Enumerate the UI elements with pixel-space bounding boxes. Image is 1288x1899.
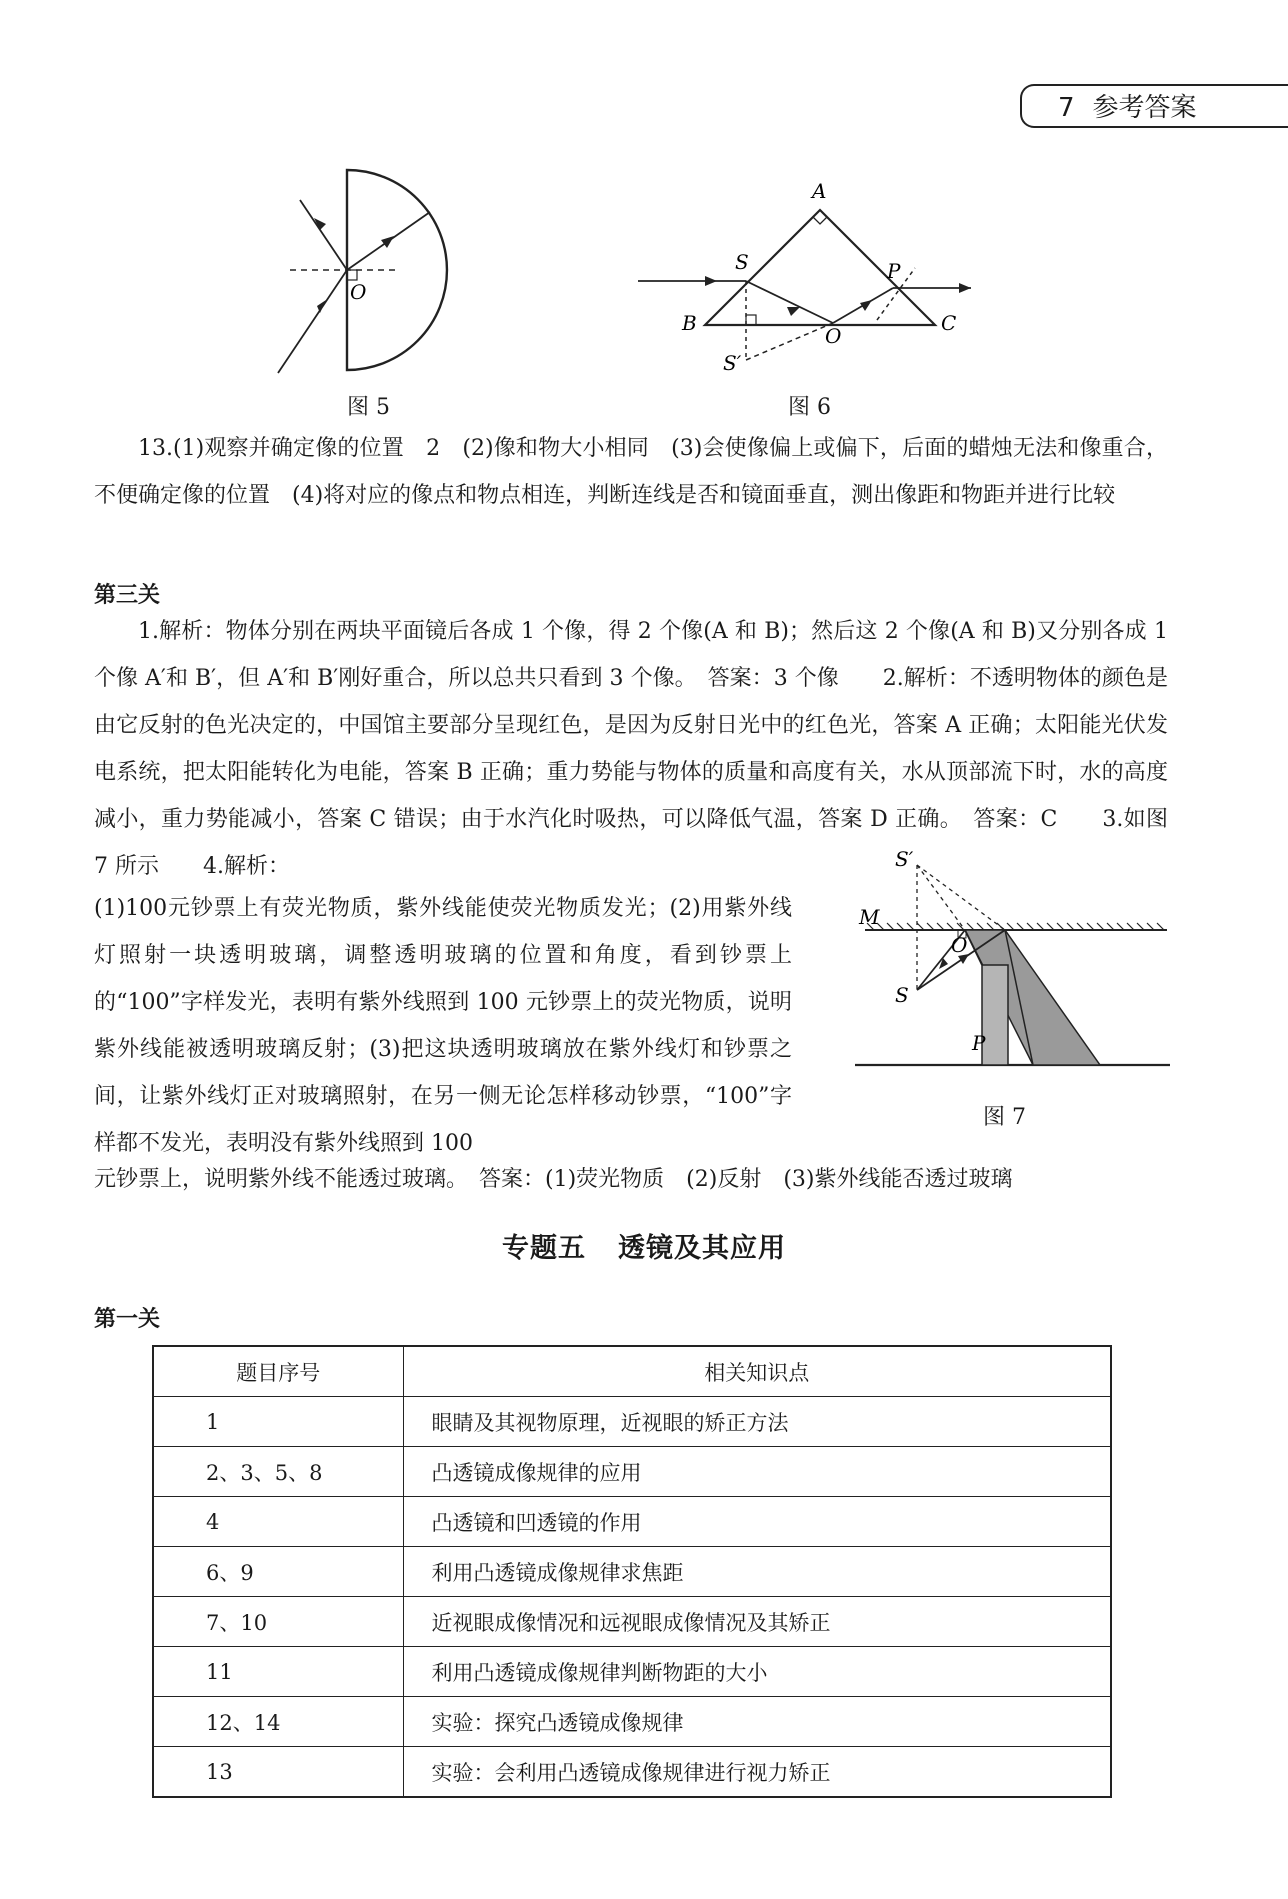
table-header-row — [153, 1346, 1111, 1397]
table-cell: 凸透镜成像规律的应用 — [403, 1447, 1111, 1497]
section-3-label: 第三关 — [94, 583, 161, 608]
knowledge-point-table — [152, 1345, 1112, 1798]
figure-7-caption: 图 7 — [983, 1105, 1026, 1130]
q13-answer: 13.(1)观察并确定像的位置 2 (2)像和物大小相同 (3)会使像偏上或偏下，后面的蜡烛无法和像重合，不便确定像的位置 (4)将对应的像点和物点相连，判断连线是否和镜面垂直，测出像距和物距并进行比较 — [94, 436, 1168, 508]
fig7-label-p: P — [972, 1031, 986, 1055]
table-row — [153, 1447, 1111, 1497]
table-row — [153, 1647, 1111, 1697]
fig6-label-s: S — [735, 250, 749, 274]
topic-prefix: 专题五 — [502, 1233, 586, 1264]
figure-6-diagram — [635, 180, 975, 380]
table-cell: 11 — [153, 1647, 403, 1697]
table-cell: 实验：探究凸透镜成像规律 — [403, 1697, 1111, 1747]
table-row — [153, 1697, 1111, 1747]
figure-7-diagram — [855, 840, 1170, 1090]
figure-5-caption: 图 5 — [347, 395, 390, 420]
table-cell: 实验：会利用凸透镜成像规律进行视力矫正 — [403, 1747, 1111, 1798]
topic-name: 透镜及其应用 — [618, 1233, 786, 1264]
fig7-label-s-prime: S′ — [895, 847, 914, 871]
fig5-label-o: O — [350, 280, 367, 304]
figure-5-diagram — [270, 160, 470, 380]
topic-title — [0, 1226, 1288, 1265]
section-3-text-side: (1)100元钞票上有荧光物质，紫外线能使荧光物质发光；(2)用紫外线灯照射一块透明玻璃，调整透明玻璃的位置和角度，看到钞票上的“100”字样发光，表明有紫外线照到 100 元钞票上的荧光物质，说明紫外线能被透明玻璃反射；(3)把这块透明玻璃放在紫外线灯和钞票之间，让紫外线灯正对玻璃照射，在另一侧无论怎样移动钞票，“100”字样都不发光，表明没有紫外线照到 100 — [94, 896, 792, 1156]
table-cell: 4 — [153, 1497, 403, 1547]
table-cell: 2、3、5、8 — [153, 1447, 403, 1497]
table-cell: 1 — [153, 1397, 403, 1447]
table-cell: 6、9 — [153, 1547, 403, 1597]
table-row — [153, 1597, 1111, 1647]
figure-6-caption: 图 6 — [788, 395, 831, 420]
fig6-label-o: O — [825, 324, 842, 348]
fig6-label-b: B — [682, 311, 697, 335]
table-cell: 7、10 — [153, 1597, 403, 1647]
fig7-label-s: S — [895, 983, 909, 1007]
fig7-label-m: M — [859, 905, 880, 929]
table-row — [153, 1547, 1111, 1597]
fig6-label-s-prime: S′ — [723, 351, 742, 375]
table-cell: 13 — [153, 1747, 403, 1798]
table-row — [153, 1397, 1111, 1447]
fig6-label-a: A — [812, 180, 827, 203]
table-header-question: 题目序号 — [153, 1346, 403, 1397]
table-cell: 眼睛及其视物原理，近视眼的矫正方法 — [403, 1397, 1111, 1447]
table-cell: 12、14 — [153, 1697, 403, 1747]
fig6-label-p: P — [887, 259, 901, 283]
table-cell: 利用凸透镜成像规律判断物距的大小 — [403, 1647, 1111, 1697]
fig7-label-o: O — [951, 933, 968, 957]
page-number: 7 — [1058, 93, 1075, 123]
fig6-label-c: C — [941, 311, 957, 335]
table-cell: 近视眼成像情况和远视眼成像情况及其矫正 — [403, 1597, 1111, 1647]
section-1-label: 第一关 — [94, 1307, 161, 1332]
section-3-text-bottom: 元钞票上，说明紫外线不能透过玻璃。 答案：(1)荧光物质 (2)反射 (3)紫外线能否透过玻璃 — [94, 1167, 1013, 1192]
header-title: 参考答案 — [1092, 93, 1197, 123]
table-row — [153, 1747, 1111, 1798]
section-3-text-top: 1.解析：物体分别在两块平面镜后各成 1 个像，得 2 个像(A 和 B)；然后这 2 个像(A 和 B)又分别各成 1 个像 A′和 B′，但 A′和 B′刚好重合，所以总共只看到 3 个像。 答案：3 个像 2.解析：不透明物体的颜色是由它反射的色光决定的，中国馆主要部分呈现红色，是因为反射日光中的红色光，答案 A 正确；太阳能光伏发电系统，把太阳能转化为电能，答案 B 正确；重力势能与物体的质量和高度有关，水从顶部流下时，水的高度减小，重力势能减小，答案 C 错误；由于水汽化时吸热，可以降低气温，答案 D 正确。 答案：C 3.如图 7 所示 4.解析： — [94, 619, 1168, 879]
table-header-knowledge: 相关知识点 — [403, 1346, 1111, 1397]
page-header — [1020, 84, 1288, 128]
table-cell: 利用凸透镜成像规律求焦距 — [403, 1547, 1111, 1597]
table-cell: 凸透镜和凹透镜的作用 — [403, 1497, 1111, 1547]
table-row — [153, 1497, 1111, 1547]
